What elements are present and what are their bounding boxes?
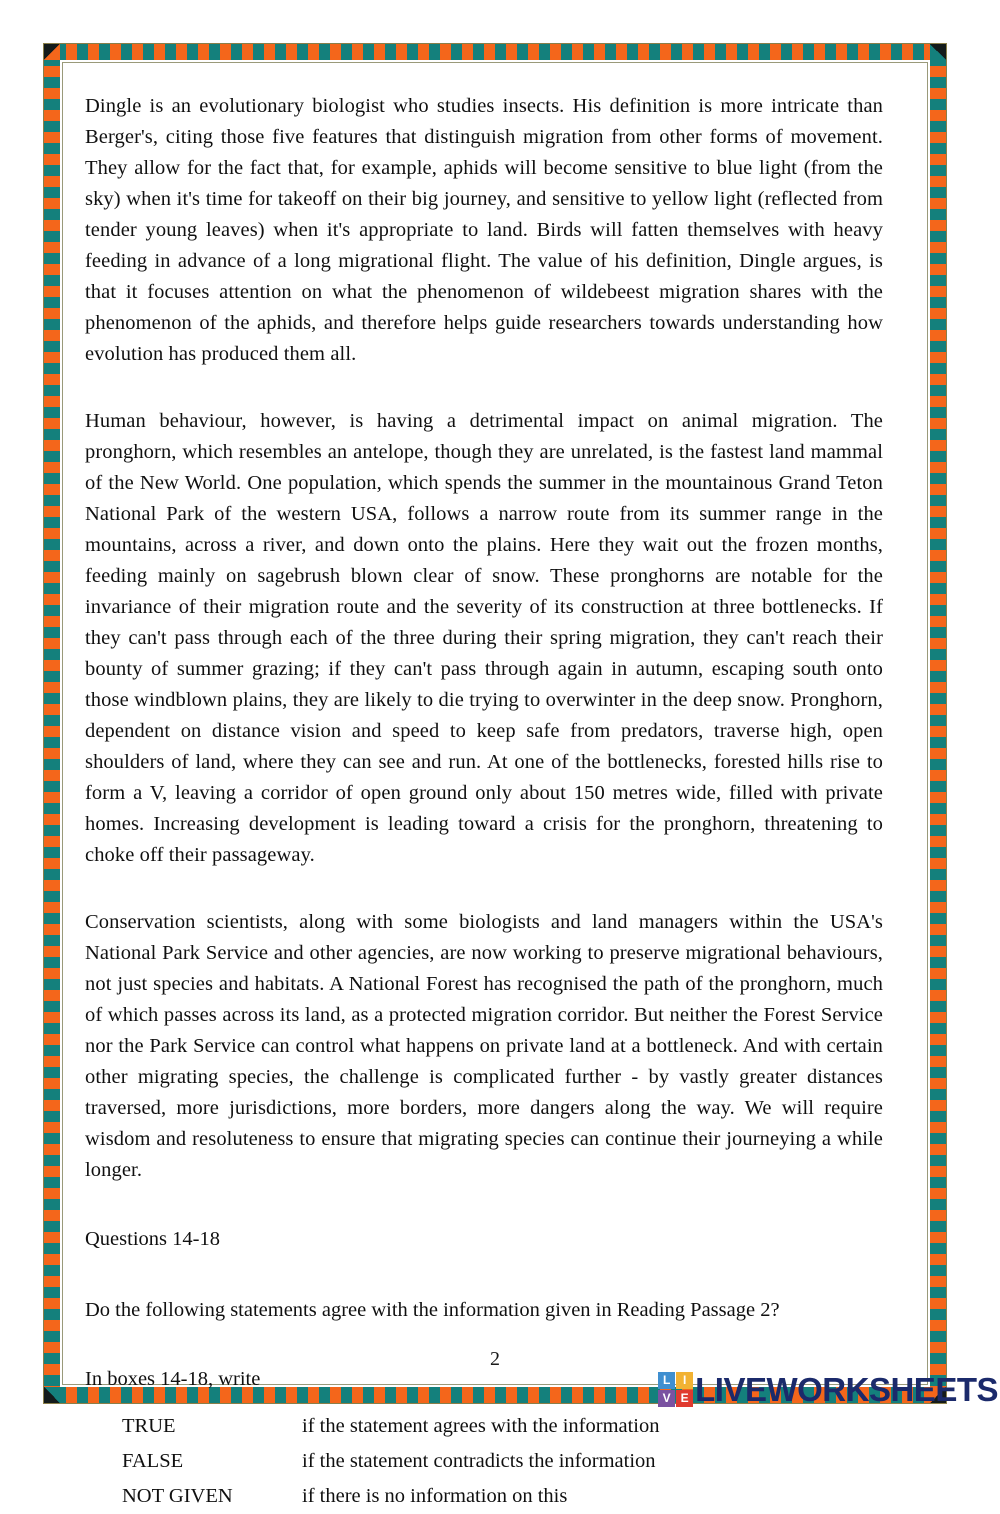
logo-tile-l: L <box>658 1372 675 1389</box>
decorative-border-left <box>44 44 60 1403</box>
decorative-border-right <box>930 44 946 1403</box>
logo-tile-v: V <box>658 1390 675 1407</box>
answer-key-definition-not-given: if there is no information on this <box>302 1485 568 1507</box>
passage-paragraph-3: Conservation scientists, along with some biologists and land managers within the USA's National Park Service and other agencies, are now working to preserve migrational behaviours, not just species and habitats. A National Forest has recognised the path of the pronghorn, much of which passes across its land, as a protected migration corridor. But neither the Forest Service nor the Park Service can control what happens on private land at a bottleneck. And with certain other migrating species, the challenge is complicated further - by vastly greater distances traversed, more jurisdictions, more borders, more dangers along the way. We will require wisdom and resoluteness to ensure that migrating species can continue their journeying a while longer. <box>85 911 883 1181</box>
answer-key-row-false <box>122 1444 883 1479</box>
liveworksheets-logo[interactable] <box>658 1367 998 1411</box>
passage-paragraph-1: Dingle is an evolutionary biologist who studies insects. His definition is more intricate than Berger's, citing those five features that distinguish migration from other forms of movement. They allow for the fact that, for example, aphids will become sensitive to blue light (from the sky) when it's time for takeoff on their big journey, and sensitive to yellow light (reflected from tender young leaves) when it's appropriate to land. Birds will fatten themselves with heavy feeding in advance of a long migrational flight. The value of his definition, Dingle argues, is that it focuses attention on what the phenomenon of wildebeest migration shares with the phenomenon of the aphids, and therefore helps guide researchers towards understanding how evolution has produced them all. <box>85 95 883 365</box>
decorative-border-top <box>44 44 946 60</box>
answer-key-list <box>85 1409 883 1514</box>
page-number: 2 <box>490 1348 500 1370</box>
border-corner-top-right <box>930 44 946 60</box>
border-corner-bottom-left <box>44 1387 60 1403</box>
answer-key-definition-false: if the statement contradicts the information <box>302 1450 656 1472</box>
worksheet-page-frame <box>43 43 947 1507</box>
answer-key-term-false: FALSE <box>122 1450 184 1472</box>
logo-tile-i: I <box>676 1372 693 1389</box>
logo-wordmark: LIVEWORKSHEETS <box>695 1370 998 1408</box>
answer-key-row-true <box>122 1409 883 1444</box>
answer-key-row-not-given <box>122 1479 883 1514</box>
border-corner-top-left <box>44 44 60 60</box>
answer-key-definition-true: if the statement agrees with the information <box>302 1415 660 1437</box>
questions-instruction: Do the following statements agree with the information given in Reading Passage 2? <box>85 1299 780 1321</box>
passage-paragraph-2: Human behaviour, however, is having a detrimental impact on animal migration. The pronghorn, which resembles an antelope, though they are unrelated, is the fastest land mammal of the New World. One population, which spends the summer in the mountainous Grand Teton National Park of the western USA, follows a narrow route from its summer range in the mountains, across a river, and down onto the plains. Here they wait out the frozen months, feeding mainly on sagebrush blown clear of snow. These pronghorns are notable for the invariance of their migration route and the severity of its construction at three bottlenecks. If they can't pass through each of the three during their spring migration, they can't reach their bounty of summer grazing; if they can't pass through again in autumn, escaping south onto those windblown plains, they are likely to die trying to overwinter in the deep snow. Pronghorn, dependent on distance vision and speed to keep safe from predators, traverse high, open shoulders of land, where they can see and run. At one of the bottlenecks, forested hills rise to form a V, leaving a corridor of open ground only about 150 metres wide, filled with private homes. Increasing development is leading toward a crisis for the pronghorn, threatening to choke off their passageway. <box>85 410 883 866</box>
answer-key-term-true: TRUE <box>122 1415 176 1437</box>
questions-heading: Questions 14-18 <box>85 1228 220 1250</box>
questions-write-prompt: In boxes 14-18, write <box>85 1368 261 1390</box>
spacer-after-heading <box>85 1255 883 1295</box>
logo-tile-e: E <box>676 1390 693 1407</box>
logo-letter-tiles <box>658 1372 693 1407</box>
answer-key-term-not-given: NOT GIVEN <box>122 1485 233 1507</box>
